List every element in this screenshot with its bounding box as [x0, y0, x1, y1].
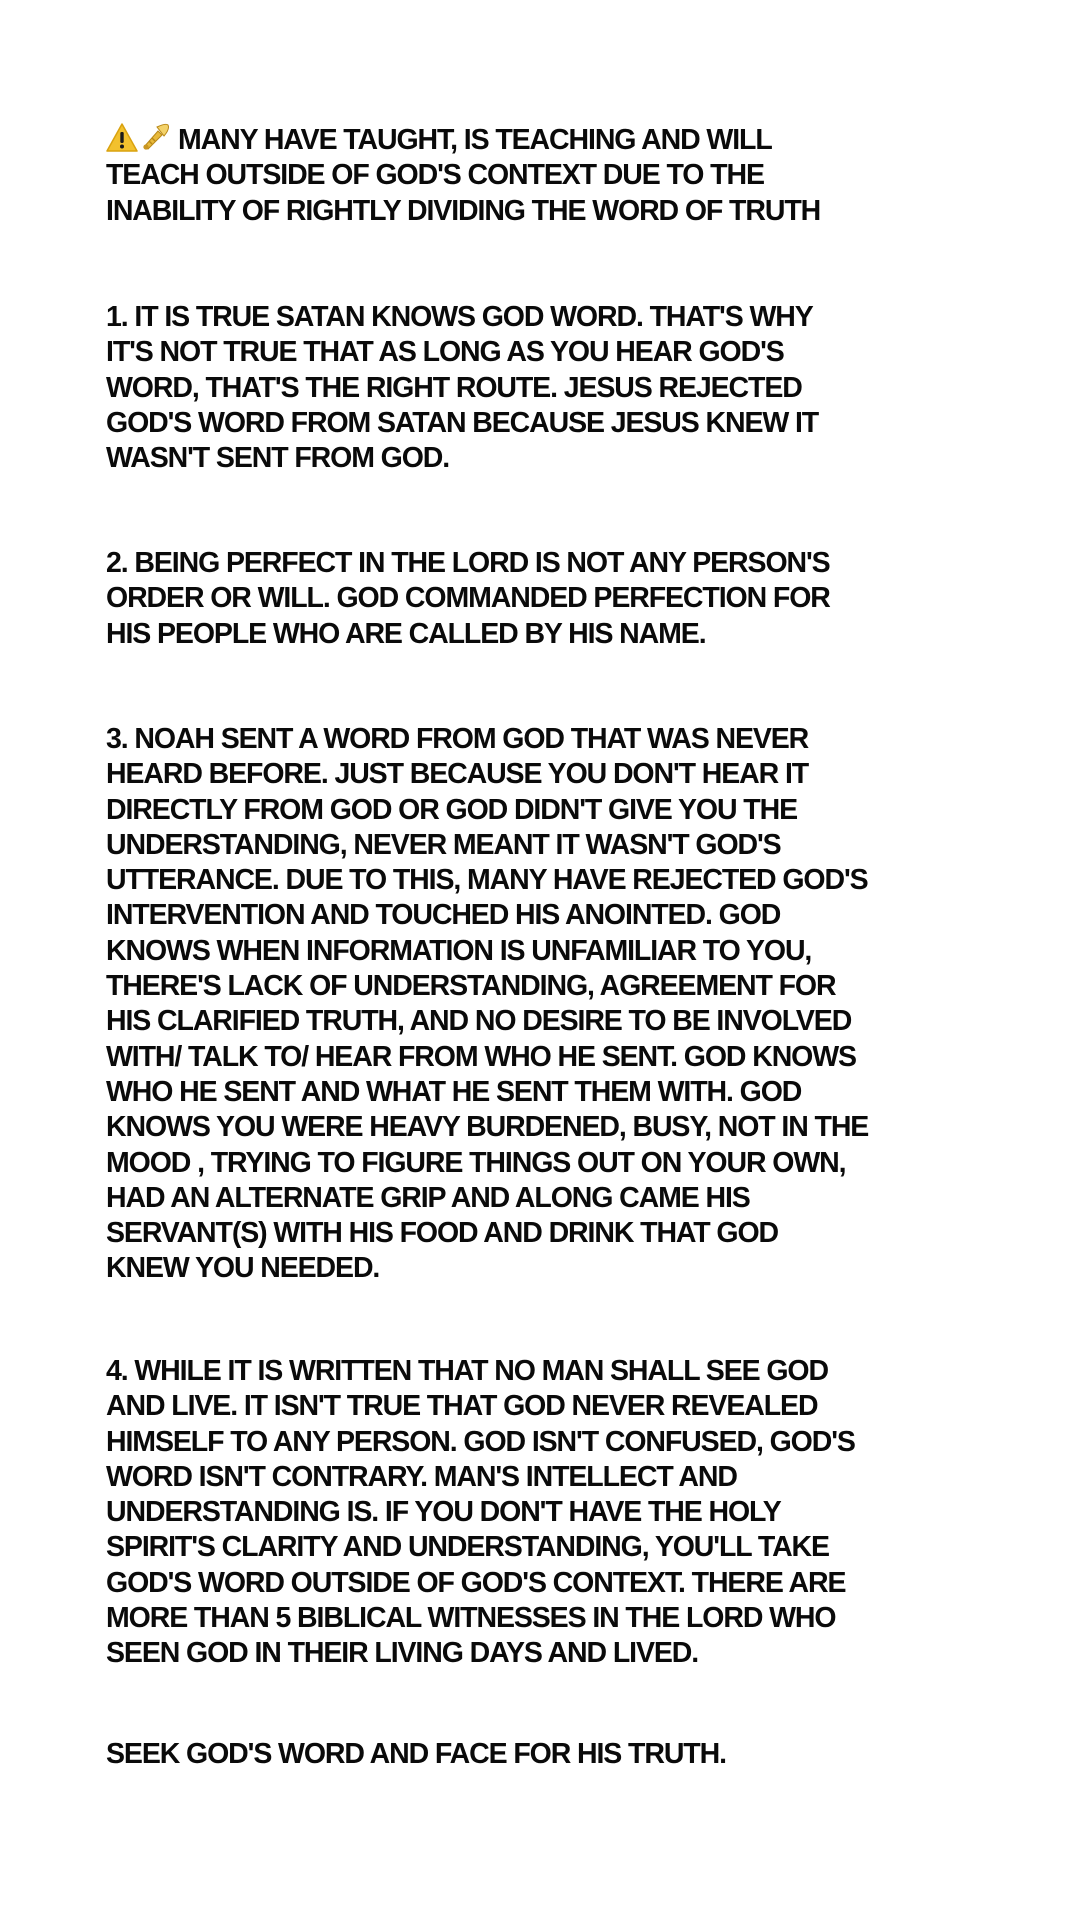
point-4: 4. WHILE IT IS WRITTEN THAT NO MAN SHALL SEE GOD AND LIVE. IT ISN'T TRUE THAT GOD NEVER REVEALED HIMSELF TO ANY PERSON. GOD ISN'T CONFUSED, GOD'S WORD ISN'T CONTRARY. MAN'S INTELLECT AND UNDERSTANDING IS. IF YOU DON'T HAVE THE HOLY SPIRIT'S CLARITY AND UNDERSTANDING, YOU'LL TAKE GOD'S WORD OUTSIDE OF GOD'S CONTEXT. THERE ARE MORE THAN 5 BIBLICAL WITNESSES IN THE LORD WHO SEEN GOD IN THEIR LIVING DAYS AND LIVED. [106, 1355, 855, 1670]
trumpet-icon [140, 121, 170, 151]
warning-icon [106, 123, 138, 153]
post-heading [106, 123, 976, 229]
point-1: 1. IT IS TRUE SATAN KNOWS GOD WORD. THAT'S WHY IT'S NOT TRUE THAT AS LONG AS YOU HEAR GOD'S WORD, THAT'S THE RIGHT ROUTE. JESUS REJECTED GOD'S WORD FROM SATAN BECAUSE JESUS KNEW IT WASN'T SENT FROM GOD. [106, 301, 819, 475]
point-3: 3. NOAH SENT A WORD FROM GOD THAT WAS NEVER HEARD BEFORE. JUST BECAUSE YOU DON'T HEAR IT DIRECTLY FROM GOD OR GOD DIDN'T GIVE YOU THE UNDERSTANDING, NEVER MEANT IT WASN'T GOD'S UTTERANCE. DUE TO THIS, MANY HAVE REJECTED GOD'S INTERVENTION AND TOUCHED HIS ANOINTED. GOD KNOWS WHEN INFORMATION IS UNFAMILIAR TO YOU, THERE'S LACK OF UNDERSTANDING, AGREEMENT FOR HIS CLARIFIED TRUTH, AND NO DESIRE TO BE INVOLVED WITH/ TALK TO/ HEAR FROM WHO HE SENT. GOD KNOWS WHO HE SENT AND WHAT HE SENT THEM WITH. GOD KNOWS YOU WERE HEAVY BURDENED, BUSY, NOT IN THE MOOD , TRYING TO FIGURE THINGS OUT ON YOUR OWN, HAD AN ALTERNATE GRIP AND ALONG CAME HIS SERVANT(S) WITH HIS FOOD AND DRINK THAT GOD KNEW YOU NEEDED. [106, 723, 869, 1285]
heading-text: MANY HAVE TAUGHT, IS TEACHING AND WILL TEACH OUTSIDE OF GOD'S CONTEXT DUE TO THE INABILITY OF RIGHTLY DIVIDING THE WORD OF TRUTH [106, 124, 821, 227]
heading-emoji-group [106, 123, 178, 153]
closing-line: SEEK GOD'S WORD AND FACE FOR HIS TRUTH. [106, 1738, 726, 1770]
point-2: 2. BEING PERFECT IN THE LORD IS NOT ANY PERSON'S ORDER OR WILL. GOD COMMANDED PERFECTION FOR HIS PEOPLE WHO ARE CALLED BY HIS NAME. [106, 547, 830, 650]
